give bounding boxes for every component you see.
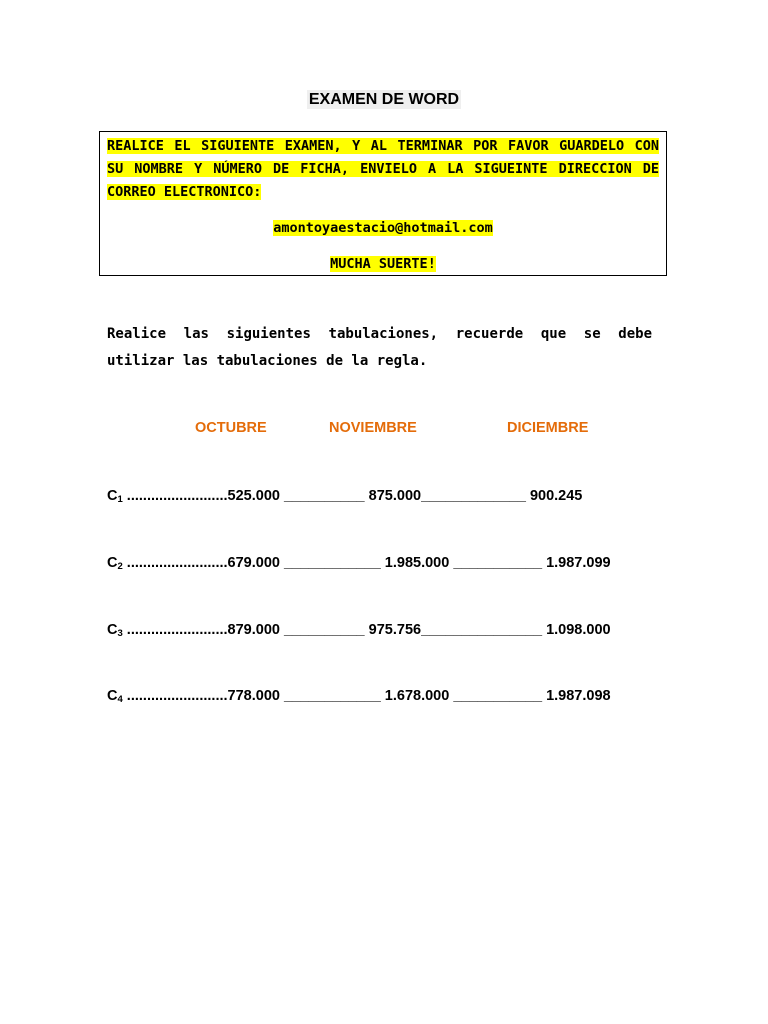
notice-email-text: amontoyaestacio@hotmail.com (273, 220, 493, 236)
notice-box (99, 131, 667, 276)
notice-email (100, 218, 666, 238)
row-value-octubre: 778.000 (227, 688, 280, 704)
row-value-octubre: 679.000 (227, 555, 280, 571)
tab-row-c2 (107, 554, 611, 576)
row-separator: ___________ (449, 688, 547, 704)
month-header-diciembre: DICIEMBRE (507, 420, 589, 436)
row-value-octubre: 525.000 (227, 488, 280, 504)
row-leader: ......................... (122, 688, 228, 704)
row-subscript: 1 (117, 494, 123, 505)
row-value-noviembre: 1.678.000 (384, 688, 450, 704)
row-label: C (107, 488, 118, 504)
row-label: C (107, 622, 118, 638)
row-subscript: 4 (117, 694, 123, 705)
row-separator: _____________ (421, 488, 530, 504)
row-value-diciembre: 1.098.000 (546, 622, 611, 638)
document-title-text: EXAMEN DE WORD (308, 91, 460, 108)
notice-closing-text: MUCHA SUERTE! (330, 256, 436, 272)
notice-paragraph-text: REALICE EL SIGUIENTE EXAMEN, Y AL TERMINAR POR FAVOR GUARDELO CON SU NOMBRE Y NÚMERO DE FICHA, ENVIELO A LA SIGUEINTE DIRECCION DE CORREO ELECTRONICO: (107, 138, 659, 200)
row-subscript: 2 (117, 561, 123, 572)
row-leader: ......................... (122, 488, 228, 504)
row-value-diciembre: 1.987.099 (546, 555, 611, 571)
row-value-noviembre: 1.985.000 (384, 555, 450, 571)
row-separator: __________ (279, 622, 369, 638)
row-value-noviembre: 875.000 (368, 488, 422, 504)
month-header-noviembre: NOVIEMBRE (329, 420, 417, 436)
row-leader: ......................... (122, 555, 228, 571)
row-separator: ___________ (449, 555, 547, 571)
row-label: C (107, 688, 118, 704)
row-separator: __________ (279, 488, 369, 504)
notice-closing (100, 254, 666, 274)
row-value-diciembre: 1.987.098 (546, 688, 611, 704)
row-label: C (107, 555, 118, 571)
notice-paragraph (107, 135, 659, 204)
tab-row-c1 (107, 487, 582, 509)
tab-row-c3 (107, 621, 611, 643)
document-title (0, 91, 768, 109)
row-separator: ____________ (279, 555, 385, 571)
row-leader: ......................... (122, 622, 228, 638)
row-subscript: 3 (117, 628, 123, 639)
row-separator: _______________ (421, 622, 547, 638)
month-header-octubre: OCTUBRE (195, 420, 267, 436)
row-value-octubre: 879.000 (227, 622, 280, 638)
row-separator: ____________ (279, 688, 385, 704)
tab-row-c4 (107, 687, 611, 709)
instructions-paragraph: Realice las siguientes tabulaciones, recuerde que se debe utilizar las tabulaciones de la regla. (107, 326, 652, 369)
row-value-diciembre: 900.245 (529, 488, 583, 504)
row-value-noviembre: 975.756 (368, 622, 422, 638)
